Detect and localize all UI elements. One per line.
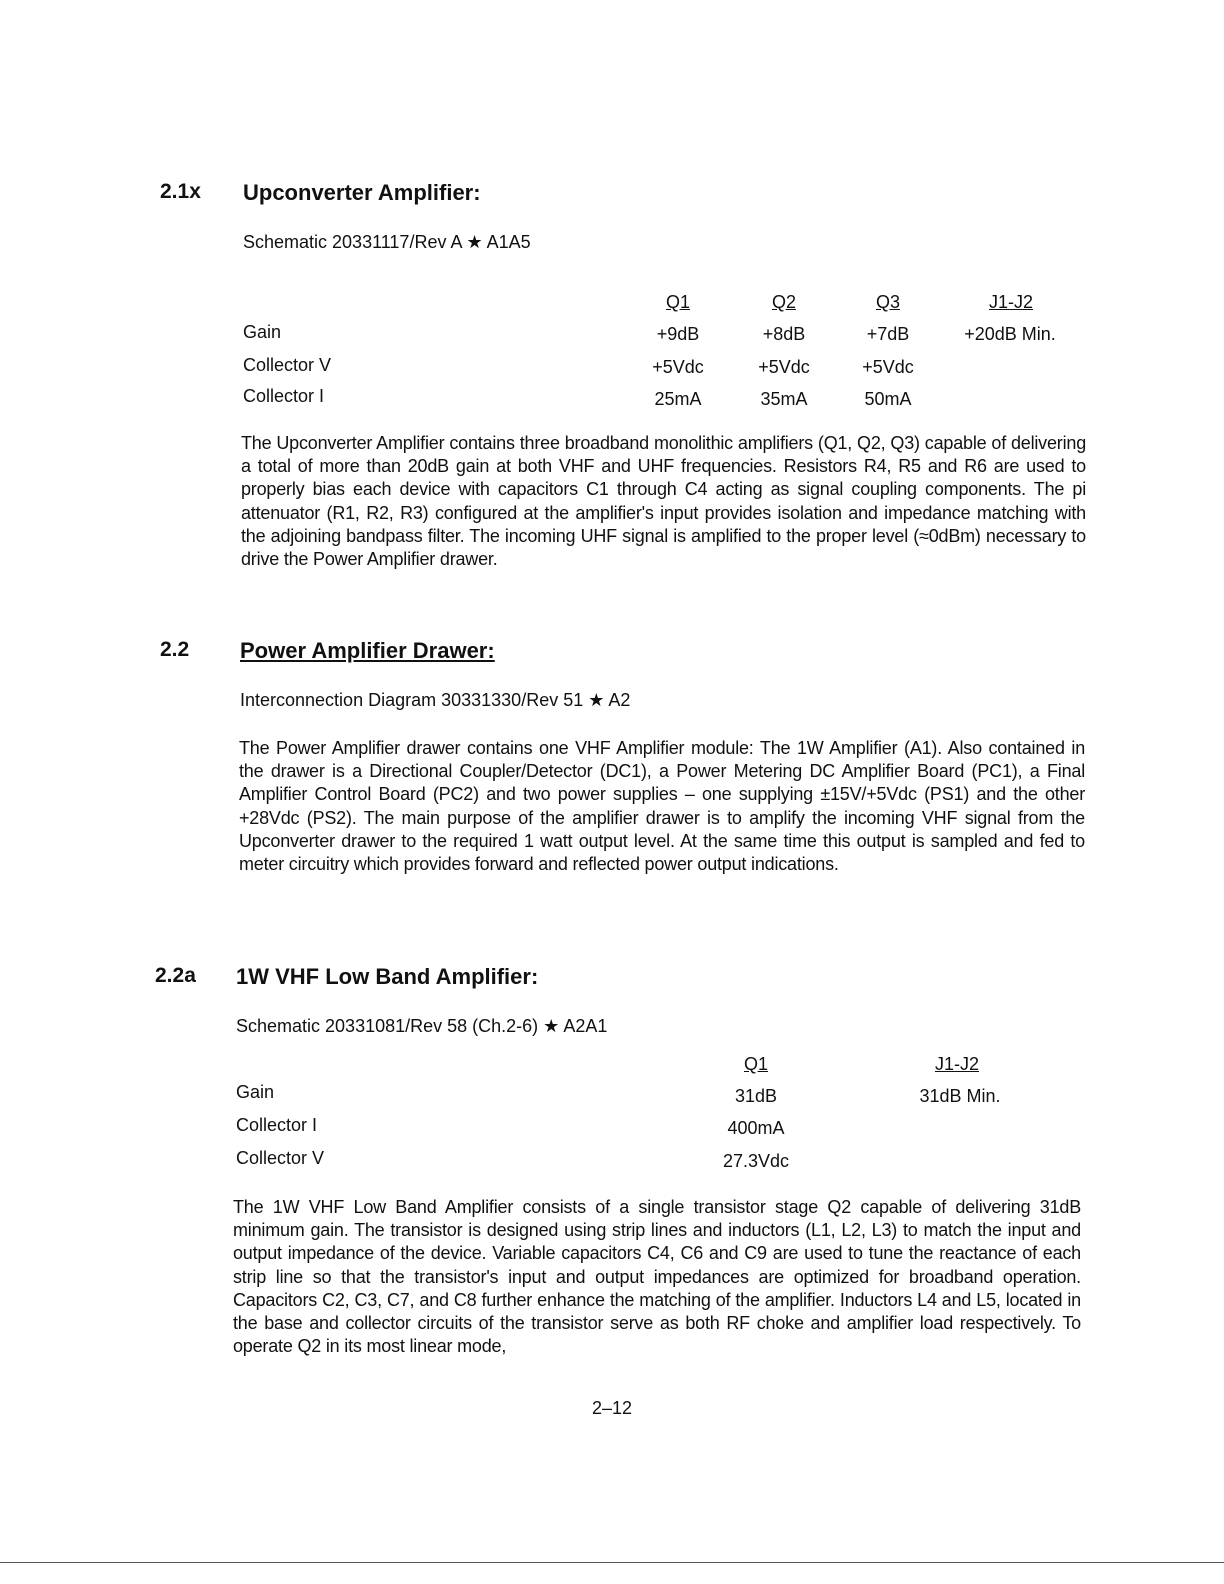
table-cell: 50mA: [864, 389, 912, 409]
row-label-collector-v: Collector V: [243, 355, 332, 375]
column-header-q1: Q1: [665, 292, 690, 312]
column-header-q2: Q2: [771, 292, 796, 312]
section-title: Power Amplifier Drawer:: [240, 638, 495, 663]
table-cell: +20dB Min.: [964, 324, 1056, 344]
row-label-collector-v: Collector V: [236, 1148, 325, 1168]
table-cell: +5Vdc: [758, 357, 810, 377]
section-number: 2.2: [160, 638, 190, 661]
section-paragraph: The 1W VHF Low Band Amplifier consists of a single transistor stage Q2 capable of delivering 31dB minimum gain. The transistor is designed using strip lines and inductors (L1, L2, L3) to match the input and output impedance of the device. Variable capacitors C4, C6 and C9 are used to tune the reactance of each strip line so that the transistor's input and output impedances are optimized for broadband operation. Capacitors C2, C3, C7, and C8 further enhance the matching of the amplifier. Inductors L4 and L5, located in the base and collector circuits of the transistor serve as both RF choke and amplifier load respectively. To operate Q2 in its most linear mode,: [233, 1197, 1081, 1357]
table-cell: +7dB: [866, 324, 910, 344]
table-cell: 31dB Min.: [919, 1086, 1001, 1106]
table-cell: +5Vdc: [862, 357, 914, 377]
diagram-reference: Interconnection Diagram 30331330/Rev 51 ★ A2: [240, 690, 631, 710]
row-label-collector-i: Collector I: [236, 1115, 318, 1135]
section-number: 2.1x: [160, 180, 201, 203]
table-cell: 27.3Vdc: [722, 1151, 790, 1171]
column-header-j1-j2: J1-J2: [934, 1054, 979, 1074]
section-title: 1W VHF Low Band Amplifier:: [236, 964, 539, 989]
table-cell: +8dB: [762, 324, 806, 344]
table-cell: +9dB: [656, 324, 700, 344]
table-cell: 35mA: [760, 389, 808, 409]
section-title: Upconverter Amplifier:: [243, 180, 481, 205]
section-number: 2.2a: [155, 964, 196, 987]
schematic-reference: Schematic 20331081/Rev 58 (Ch.2-6) ★ A2A1: [236, 1016, 608, 1036]
row-label-collector-i: Collector I: [243, 386, 325, 406]
page-number: 2–12: [591, 1398, 633, 1418]
column-header-q3: Q3: [875, 292, 900, 312]
column-header-q1: Q1: [743, 1054, 768, 1074]
bottom-rule: [0, 1562, 1224, 1563]
row-label-gain: Gain: [236, 1082, 275, 1102]
column-header-j1-j2: J1-J2: [988, 292, 1033, 312]
table-cell: 25mA: [654, 389, 702, 409]
table-cell: 400mA: [727, 1118, 785, 1138]
table-cell: +5Vdc: [652, 357, 704, 377]
section-paragraph: The Upconverter Amplifier contains three broadband monolithic amplifiers (Q1, Q2, Q3) capable of delivering a total of more than 20dB gain at both VHF and UHF frequencies. Resistors R4, R5 and R6 are used to properly bias each device with capacitors C1 through C4 acting as signal coupling components. The pi attenuator (R1, R2, R3) configured at the amplifier's input provides isolation and impedance matching with the adjoining bandpass filter. The incoming UHF signal is amplified to the proper level (≈0dBm) necessary to drive the Power Amplifier drawer.: [241, 433, 1086, 570]
row-label-gain: Gain: [243, 322, 282, 342]
section-paragraph: The Power Amplifier drawer contains one VHF Amplifier module: The 1W Amplifier (A1). Also contained in the drawer is a Directional Coupler/Detector (DC1), a Power Metering DC Amplifier Board (PC1), a Final Amplifier Control Board (PC2) and two power supplies – one supplying ±15V/+5Vdc (PS1) and the other +28Vdc (PS2). The main purpose of the amplifier drawer is to amplify the incoming VHF signal from the Upconverter drawer to the required 1 watt output level. At the same time this output is sampled and fed to meter circuitry which provides forward and reflected power output indications.: [239, 738, 1085, 875]
table-cell: 31dB: [734, 1086, 778, 1106]
schematic-reference: Schematic 20331117/Rev A ★ A1A5: [243, 232, 531, 252]
